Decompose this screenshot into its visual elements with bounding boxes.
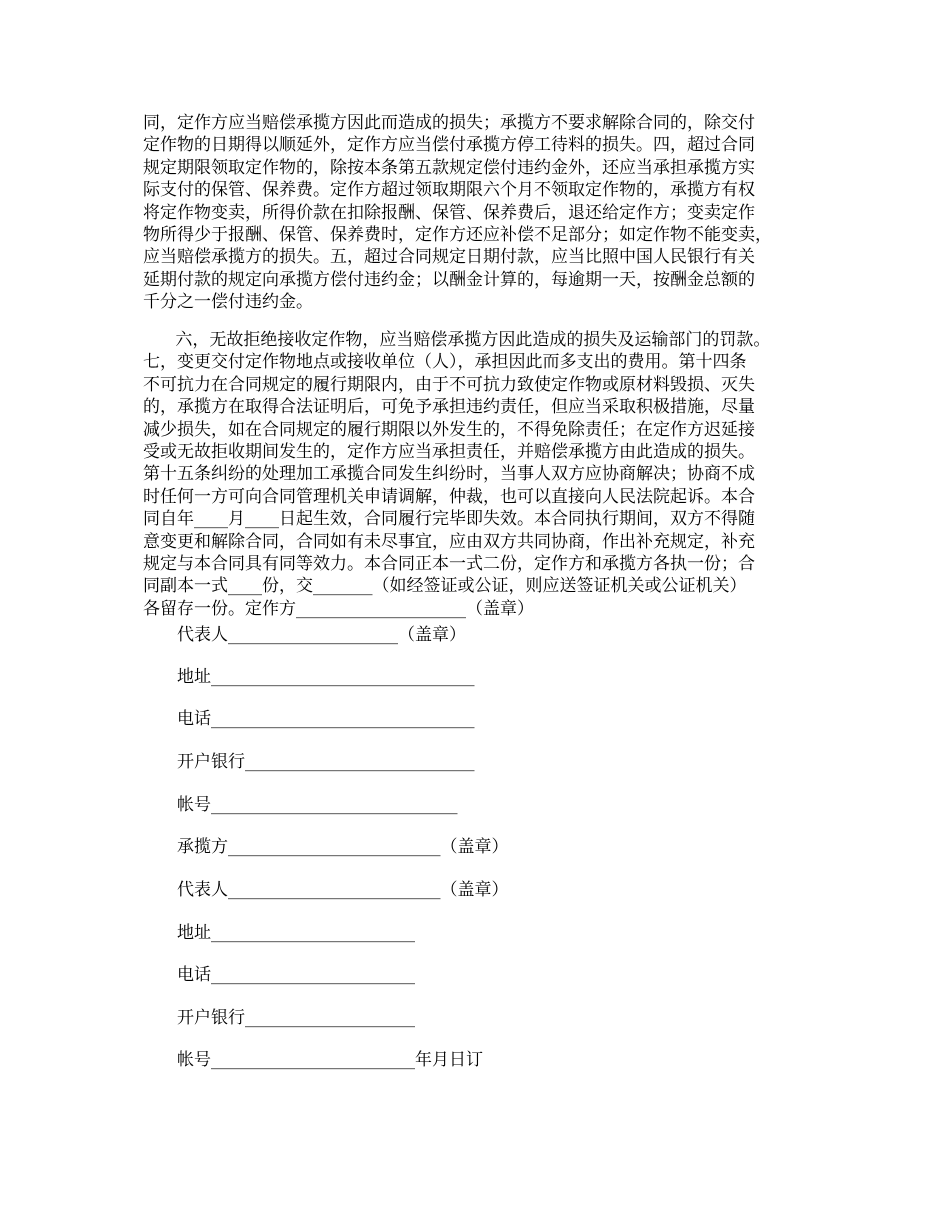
- ordering-party-representative-field: 代表人____________________（盖章）: [177, 625, 466, 645]
- text-line: 减少损失，如在合同规定的履行期限以外发生的，不得免除责任；在定作方迟延接: [143, 419, 755, 440]
- text-line: 物所得少于报酬、保管、保养费时，定作方还应补偿不足部分；如定作物不能变卖，: [143, 224, 772, 245]
- text-line: 时任何一方可向合同管理机关申请调解，仲裁，也可以直接向人民法院起诉。本合: [143, 486, 755, 507]
- ordering-party-address-field: 地址_______________________________: [177, 667, 475, 687]
- contractor-representative-field: 代表人_________________________（盖章）: [177, 880, 509, 900]
- contractor-bank-field: 开户银行____________________: [177, 1008, 415, 1028]
- text-line: 同，定作方应当赔偿承揽方因此而造成的损失；承揽方不要求解除合同的，除交付: [143, 113, 755, 133]
- text-line: 际支付的保管、保养费。定作方超过领取期限六个月不领取定作物的，承揽方有权: [143, 180, 755, 201]
- text-line: 的，承揽方在取得合法证明后，可免予承担违约责任，但应当采取积极措施，尽量: [143, 397, 755, 418]
- ordering-party-bank-field: 开户银行___________________________: [177, 752, 475, 772]
- text-line: 定作物的日期得以顺延外，定作方应当偿付承揽方停工待料的损失。四，超过合同: [143, 135, 755, 156]
- text-line: 规定期限领取定作物的，除按本条第五款规定偿付违约金外，还应当承担承揽方实: [143, 157, 755, 178]
- text-line: 规定与本合同具有同等效力。本合同正本一式二份，定作方和承揽方各执一份；合: [143, 553, 755, 574]
- contract-paragraph-2: [143, 329, 770, 620]
- contract-paragraph-1: [143, 112, 772, 314]
- text-line: 千分之一偿付违约金。: [143, 292, 313, 313]
- contractor-field: 承揽方_________________________（盖章）: [177, 837, 509, 857]
- text-line: 第十五条纠纷的处理加工承揽合同发生纠纷时，当事人双方应协商解决；协商不成: [143, 464, 755, 485]
- text-line: 意变更和解除合同，合同如有未尽事宜，应由双方共同协商，作出补充规定，补充: [143, 531, 755, 552]
- text-line: 延期付款的规定向承揽方偿付违约金；以酬金计算的，每逾期一天，按酬金总额的: [143, 269, 755, 290]
- text-line: 六，无故拒绝接收定作物，应当赔偿承揽方因此造成的损失及运输部门的罚款。: [143, 330, 771, 350]
- contractor-address-field: 地址________________________: [177, 923, 415, 943]
- text-line: 受或无故拒收期间发生的，定作方应当承担责任，并赔偿承揽方由此造成的损失。: [143, 441, 755, 462]
- text-line: 各留存一份。定作方____________________（盖章）: [143, 598, 534, 619]
- ordering-party-account-field: 帐号_____________________________: [177, 795, 458, 815]
- text-line: 同副本一式____份，交_______（如经签证或公证，则应送签证机关或公证机关）: [143, 576, 747, 597]
- text-line: 不可抗力在合同规定的履行期限内，由于不可抗力致使定作物或原材料毁损、灭失: [143, 374, 755, 395]
- text-line: 应当赔偿承揽方的损失。五，超过合同规定日期付款，应当比照中国人民银行有关: [143, 247, 755, 268]
- text-line: 将定作物变卖，所得价款在扣除报酬、保管、保养费后，退还给定作方；变卖定作: [143, 202, 755, 223]
- contractor-account-date-field: 帐号________________________年月日订: [177, 1050, 483, 1070]
- text-line: 七，变更交付定作物地点或接收单位（人），承担因此而多支出的费用。第十四条: [143, 352, 747, 373]
- contractor-phone-field: 电话________________________: [177, 965, 415, 985]
- text-line: 同自年____月____日起生效，合同履行完毕即失效。本合同执行期间，双方不得随: [143, 509, 755, 530]
- ordering-party-phone-field: 电话_______________________________: [177, 709, 475, 729]
